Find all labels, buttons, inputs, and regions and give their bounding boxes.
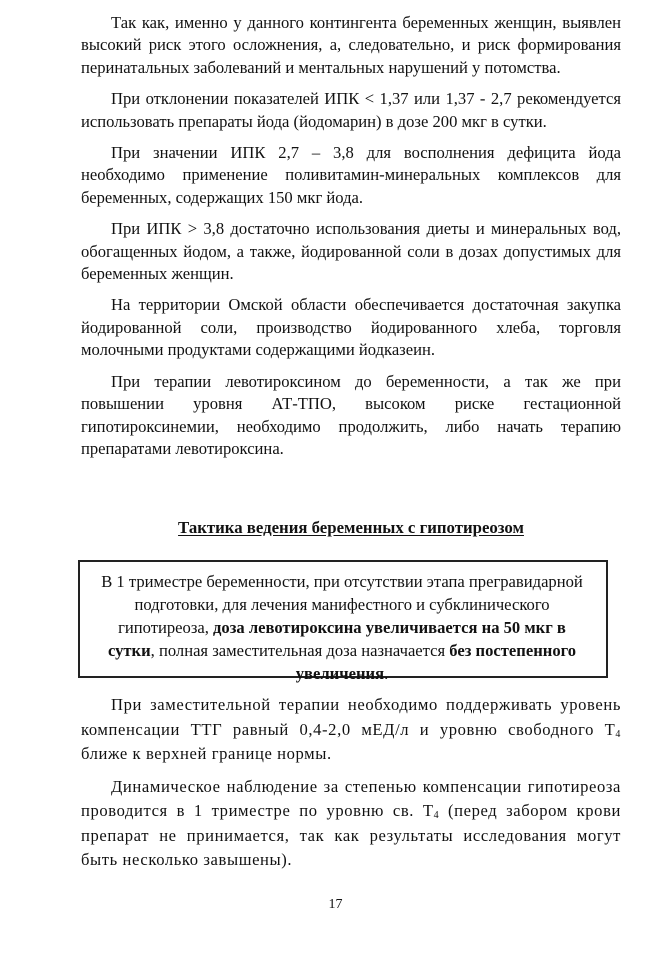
page-number: 17	[328, 897, 343, 912]
paragraph-replacement-therapy	[81, 693, 621, 767]
replacement-subscript: 4	[615, 728, 621, 740]
monitoring-subscript: 4	[433, 810, 440, 822]
paragraph-omsk-region: На территории Омской области обеспечивается достаточная закупка йодированной соли, производство йодированного хлеба, торговля молочными продуктами содержащими йодказеин.	[81, 295, 621, 360]
page-content	[81, 12, 621, 881]
paragraph-monitoring	[81, 775, 621, 873]
paragraph-risk: Так как, именно у данного контингента беременных женщин, выявлен высокий риск этого осложнения, а, следовательно, и риск формирования перинатальных заболеваний и ментальных нарушений у потомства.	[81, 13, 621, 77]
box-bold-dose: доза левотироксина увеличивается на 50 мкг в сутки	[107, 618, 566, 661]
box-bold-no-increase: без постепенного увеличения	[295, 641, 577, 684]
paragraph-ipk-high: При ИПК > 3,8 достаточно использования диеты и минеральных вод, обогащенных йодом, а также, йодированной соли в дозах допустимых для беременных женщин.	[81, 219, 621, 284]
monitoring-text-end: (перед забором крови препарат не принимается, так как результаты исследования могут быть несколько завышены).	[81, 801, 621, 870]
box-text-part1: В 1 триместре беременности, при отсутствии этапа прегравидарной подготовки, для лечения манифестного и субклинического гипотиреоза,	[101, 572, 583, 638]
replacement-text-end: ближе к верхней границе нормы.	[81, 744, 332, 764]
paragraph-ipk-low: При отклонении показателей ИПК < 1,37 или 1,37 - 2,7 рекомендуется использовать препараты йода (йодомарин) в дозе 200 мкг в сутки.	[81, 89, 621, 131]
box-text-part2: , полная заместительная доза назначается	[150, 641, 450, 661]
paragraph-ipk-mid: При значении ИПК 2,7 – 3,8 для восполнения дефицита йода необходимо применение поливитамин-минеральных комплексов для беременных, содержащих 150 мкг йода.	[81, 143, 621, 207]
section-title: Тактика ведения беременных с гипотиреозом	[178, 518, 524, 538]
replacement-text-start: При заместительной терапии необходимо поддерживать уровень компенсации ТТГ равный 0,4-2,0 мЕД/л и уровню свободного Т	[81, 695, 621, 739]
box-text-part3: .	[384, 664, 389, 684]
highlight-box	[78, 560, 608, 684]
monitoring-text-start: Динамическое наблюдение за степенью компенсации гипотиреоза проводится в 1 триместре по уровню св. Т	[81, 776, 621, 821]
paragraph-levothyroxine: При терапии левотироксином до беременности, а так же при повышении уровня АТ-ТПО, высоком риске гестационной гипотироксинемии, необходимо продолжить, либо начать терапию препаратами левотироксина.	[81, 371, 621, 458]
